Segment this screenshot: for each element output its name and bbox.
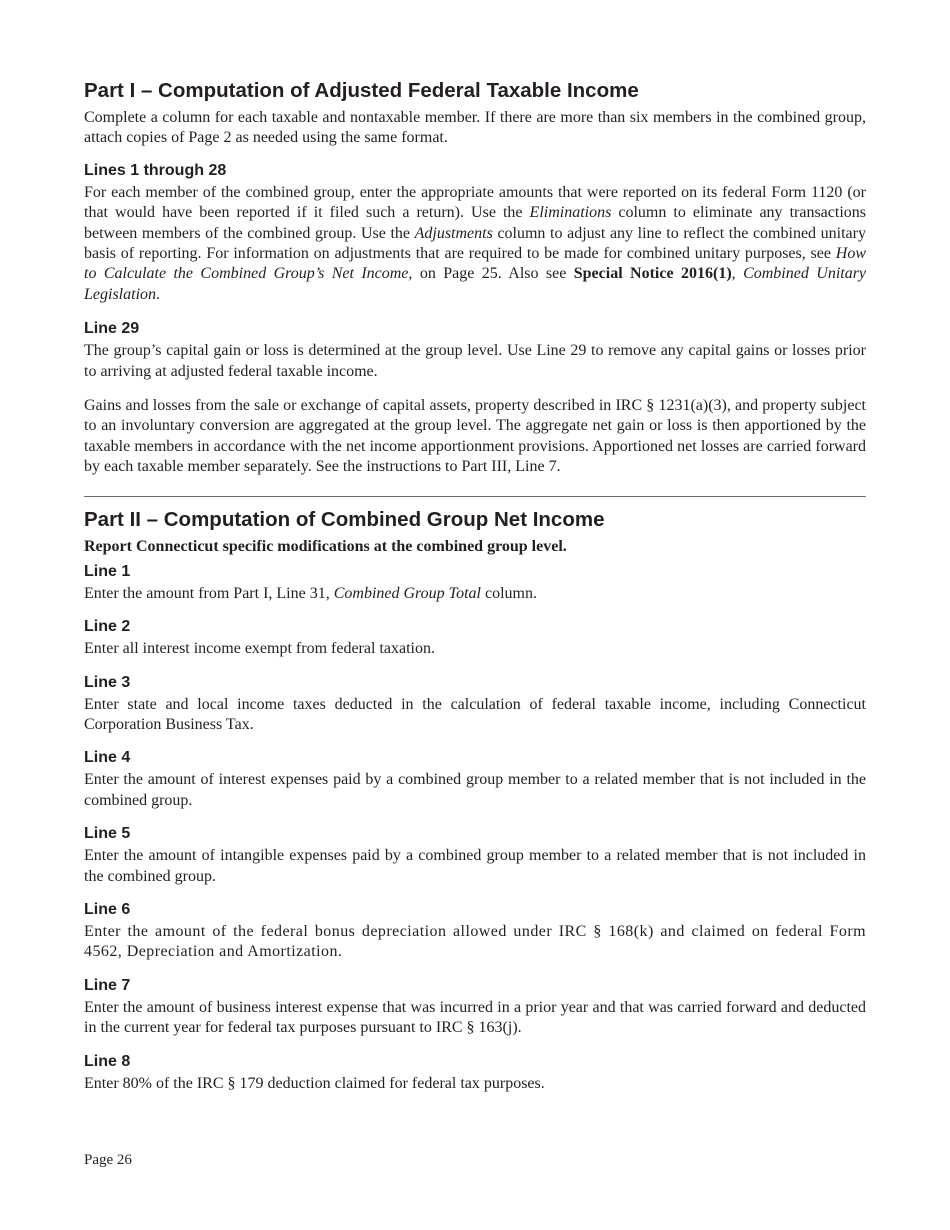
- document-page: [84, 78, 866, 1094]
- p2-line-8-heading: Line 8: [84, 1052, 131, 1070]
- p2-line-7-text: Enter the amount of business interest expense that was incurred in a prior year and that was carried forward and deducted in the current year for federal tax purposes pursuant to IRC § 163(j).: [84, 998, 866, 1037]
- line-29-paragraph-1: The group’s capital gain or loss is determined at the group level. Use Line 29 to remove any capital gains or losses prior to arriving at adjusted federal taxable income.: [84, 342, 866, 380]
- p2-line-1-heading: Line 1: [84, 562, 131, 580]
- lines-1-28-text: For each member of the combined group, enter the appropriate amounts that were reported on its federal Form 1120 (or that would have been reported if it filed such a return). Use the Eliminations column to eliminate any transactions between members of the combined group. Use the Adjustments column to adjust any line to reflect the combined unitary basis of reporting. For information on adjustments that are required to be made for combined unitary purposes, see How to Calculate the Combined Group’s Net Income, on Page 25. Also see Special Notice 2016(1), Combined Unitary Legislation.: [84, 183, 867, 303]
- part2-note: Report Connecticut specific modifications at the combined group level.: [84, 537, 567, 555]
- p2-line-1-text: Enter the amount from Part I, Line 31, Combined Group Total column.: [84, 584, 537, 602]
- page-number: Page 26: [84, 1152, 132, 1168]
- p2-line-7-heading: Line 7: [84, 976, 131, 994]
- section-divider: [84, 496, 866, 497]
- part2-heading: Part II – Computation of Combined Group Net Income: [84, 507, 605, 531]
- p2-line-4-text: Enter the amount of interest expenses paid by a combined group member to a related member that is not included in the combined group.: [84, 771, 866, 809]
- p2-line-2-text: Enter all interest income exempt from federal taxation.: [84, 640, 435, 658]
- p2-line-6-text: Enter the amount of the federal bonus depreciation allowed under IRC § 168(k) and claimed on federal Form 4562, Depreciation and Amortization.: [84, 922, 866, 961]
- p2-line-3-heading: Line 3: [84, 673, 131, 691]
- p2-line-4-heading: Line 4: [84, 749, 131, 767]
- p2-line-8-text: Enter 80% of the IRC § 179 deduction claimed for federal tax purposes.: [84, 1074, 545, 1092]
- line-29-paragraph-2: Gains and losses from the sale or exchange of capital assets, property described in IRC § 1231(a)(3), and property subject to an involuntary conversion are aggregated at the group level. The aggregate net gain or loss is then apportioned by the taxable members in accordance with the net income apportionment provisions. Apportioned net losses are carried forward by each taxable member separately. See the instructions to Part III, Line 7.: [84, 397, 866, 476]
- part1-intro: Complete a column for each taxable and nontaxable member. If there are more than six members in the combined group, attach copies of Page 2 as needed using the same format.: [84, 109, 866, 147]
- p2-line-2-heading: Line 2: [84, 618, 131, 636]
- lines-1-28-heading: Lines 1 through 28: [84, 161, 227, 179]
- p2-line-5-heading: Line 5: [84, 825, 131, 843]
- p2-line-6-heading: Line 6: [84, 900, 131, 918]
- p2-line-3-text: Enter state and local income taxes deducted in the calculation of federal taxable income, including Connecticut Corporation Business Tax.: [84, 695, 866, 733]
- p2-line-5-text: Enter the amount of intangible expenses paid by a combined group member to a related member that is not included in the combined group.: [84, 847, 866, 885]
- part1-heading: Part I – Computation of Adjusted Federal Taxable Income: [84, 79, 639, 102]
- line-29-heading: Line 29: [84, 320, 140, 338]
